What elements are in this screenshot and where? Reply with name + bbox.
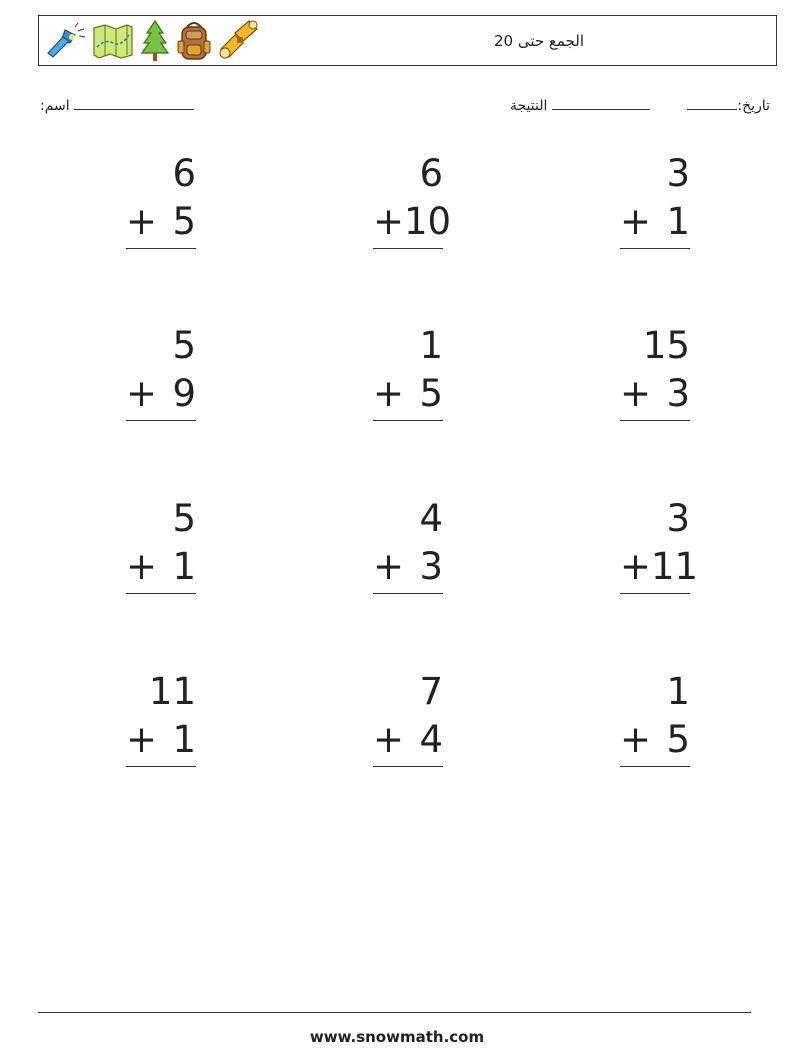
name-label: :اسم [40,98,70,114]
plus-sign: + [373,718,405,761]
problem [373,495,443,594]
problem [620,668,690,767]
pine-tree-icon [139,19,171,63]
date-line [687,94,737,110]
first-addend: 1 [666,670,690,713]
first-addend: 1 [419,324,443,367]
problem [126,150,196,249]
second-line [620,543,699,594]
worksheet-header [38,15,777,66]
header-icons [45,19,263,63]
name-line [74,94,194,110]
second-addend: 1 [666,200,690,243]
problem [373,150,452,249]
first-addend: 6 [419,152,443,195]
problem [126,668,196,767]
first-addend: 3 [666,152,690,195]
flashlight-icon [45,21,87,61]
backpack-icon [175,19,213,63]
second-line [373,370,443,421]
page-title: الجمع حتى 20 [493,32,584,50]
second-line [373,543,443,594]
name-field [40,94,194,115]
plus-sign: + [373,200,405,243]
first-addend: 15 [642,324,690,367]
plus-sign: + [620,545,652,588]
first-addend: 11 [148,670,196,713]
plus-sign: + [126,200,158,243]
second-line [373,716,443,767]
date-field [687,94,770,115]
score-line [552,94,650,110]
plus-sign: + [373,545,405,588]
problem [620,322,690,421]
footer-divider [38,1012,751,1013]
second-addend: 10 [404,200,452,243]
second-addend: 5 [419,372,443,415]
plus-sign: + [620,372,652,415]
second-addend: 11 [651,545,699,588]
first-addend: 6 [172,152,196,195]
second-addend: 1 [172,545,196,588]
map-icon [91,21,135,61]
second-line [126,716,196,767]
plus-sign: + [620,200,652,243]
problem [126,322,196,421]
problem [620,150,690,249]
problem [373,668,443,767]
second-line [126,370,196,421]
problem [373,322,443,421]
plus-sign: + [373,372,405,415]
second-addend: 3 [419,545,443,588]
second-line [373,198,452,249]
second-addend: 5 [666,718,690,761]
first-addend: 5 [172,497,196,540]
plus-sign: + [620,718,652,761]
first-addend: 5 [172,324,196,367]
second-line [126,543,196,594]
binoculars-icon [217,19,263,63]
first-addend: 4 [419,497,443,540]
problem [620,495,699,594]
date-label: :تاريخ [737,98,770,114]
second-line [620,198,690,249]
second-addend: 9 [172,372,196,415]
plus-sign: + [126,718,158,761]
second-line [620,716,690,767]
second-addend: 3 [666,372,690,415]
first-addend: 7 [419,670,443,713]
first-addend: 3 [666,497,690,540]
score-label: النتيجة [510,98,548,114]
second-addend: 1 [172,718,196,761]
score-field [510,94,650,115]
second-addend: 4 [419,718,443,761]
footer-site: www.snowmath.com [309,1028,485,1046]
second-line [620,370,690,421]
plus-sign: + [126,545,158,588]
plus-sign: + [126,372,158,415]
second-addend: 5 [172,200,196,243]
second-line [126,198,196,249]
problem [126,495,196,594]
